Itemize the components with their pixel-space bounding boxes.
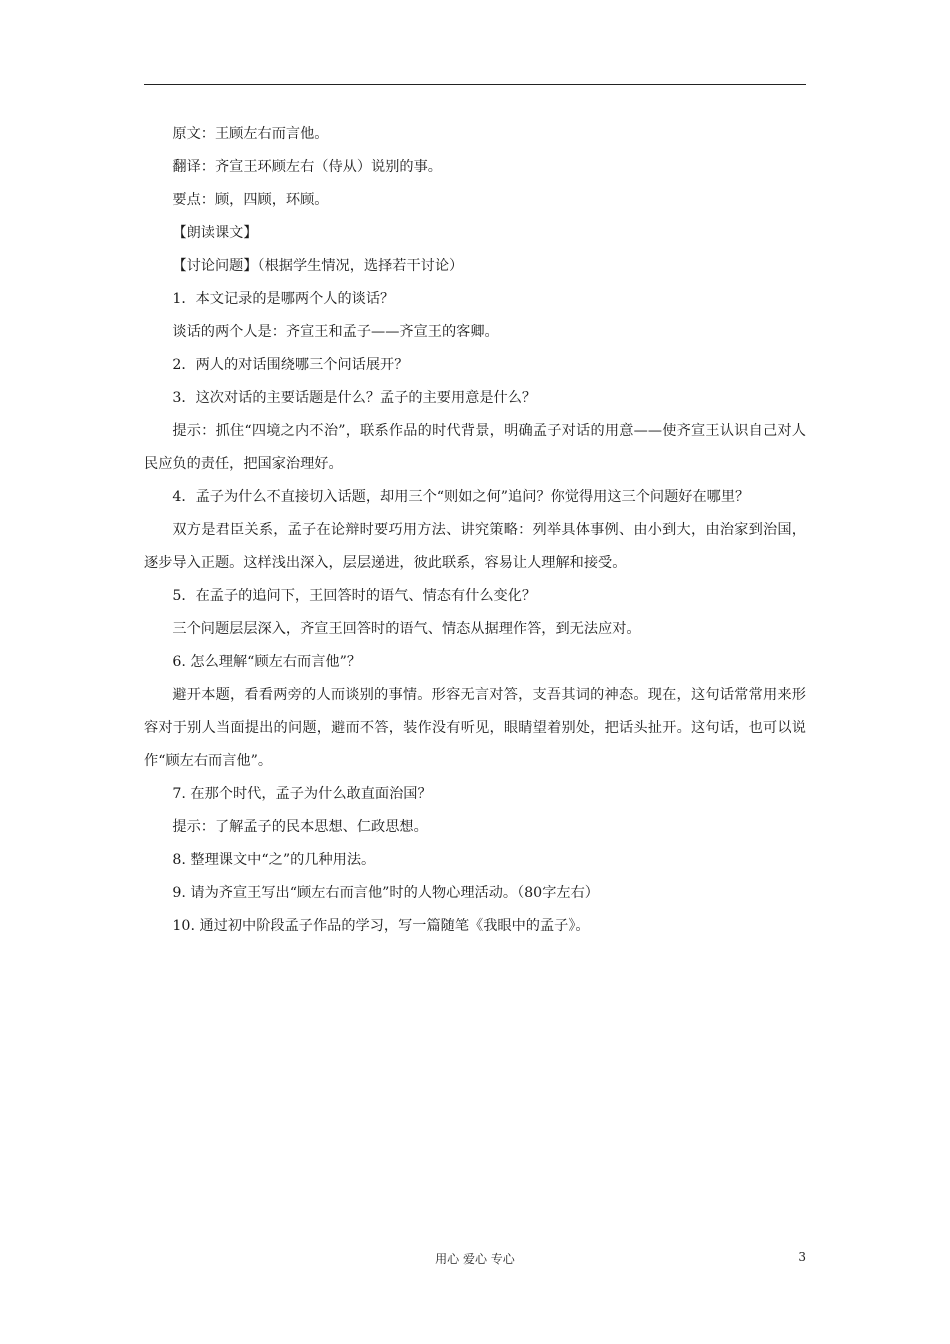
answer-1: 谈话的两个人是：齐宣王和孟子——齐宣王的客卿。 [172,324,499,340]
question-9: 9. 请为齐宣王写出“顾左右而言他”时的人物心理活动。（80字左右） [172,885,599,901]
page-number: 3 [798,1250,806,1264]
question-1: 1．本文记录的是哪两个人的谈话？ [172,291,395,307]
question-2: 2．两人的对话围绕哪三个问话展开？ [172,357,409,373]
question-3: 3．这次对话的主要话题是什么？孟子的主要用意是什么？ [172,390,537,406]
section-heading-discussion: 【讨论问题】（根据学生情况，选择若干讨论） [172,258,464,274]
question-4: 4．孟子为什么不直接切入话题，却用三个“则如之何”追问？你觉得用这三个问题好在哪里？ [172,489,750,505]
answer-4: 双方是君臣关系，孟子在论辩时要巧用方法、讲究策略：列举具体事例、由小到大，由治家到治国，逐步导入正题。这样浅出深入，层层递进，彼此联系，容易让人理解和接受。 [144,522,806,571]
question-10: 10. 通过初中阶段孟子作品的学习，写一篇随笔《我眼中的孟子》。 [172,918,590,934]
answer-6: 避开本题，看看两旁的人而谈别的事情。形容无言对答，支吾其词的神态。现在，这句话常常用来形容对于别人当面提出的问题，避而不答，装作没有听见，眼睛望着别处，把话头扯开。这句话，也可以说作“顾左右而言他”。 [144,687,806,769]
footer-motto: 用心 爱心 专心 [435,1252,515,1266]
question-6: 6. 怎么理解“顾左右而言他”？ [172,654,362,670]
question-5: 5．在孟子的追问下，王回答时的语气、情态有什么变化？ [172,588,537,604]
paragraph-translation: 翻译：齐宣王环顾左右（侍从）说别的事。 [172,159,442,175]
question-8: 8. 整理课文中“之”的几种用法。 [172,852,376,868]
answer-5: 三个问题层层深入，齐宣王回答时的语气、情态从据理作答，到无法应对。 [172,621,641,637]
answer-7: 提示：了解孟子的民本思想、仁政思想。 [172,819,428,835]
question-7: 7. 在那个时代，孟子为什么敢直面治国？ [172,786,432,802]
section-heading-reading: 【朗读课文】 [172,225,258,241]
header-rule [144,84,806,85]
answer-3: 提示：抓住“四境之内不治”，联系作品的时代背景，明确孟子对话的用意——使齐宣王认识自己对人民应负的责任，把国家治理好。 [144,423,806,472]
paragraph-key-points: 要点：顾，四顾，环顾。 [172,192,329,208]
paragraph-original-text: 原文：王顾左右而言他。 [172,126,329,142]
document-body [144,118,806,943]
